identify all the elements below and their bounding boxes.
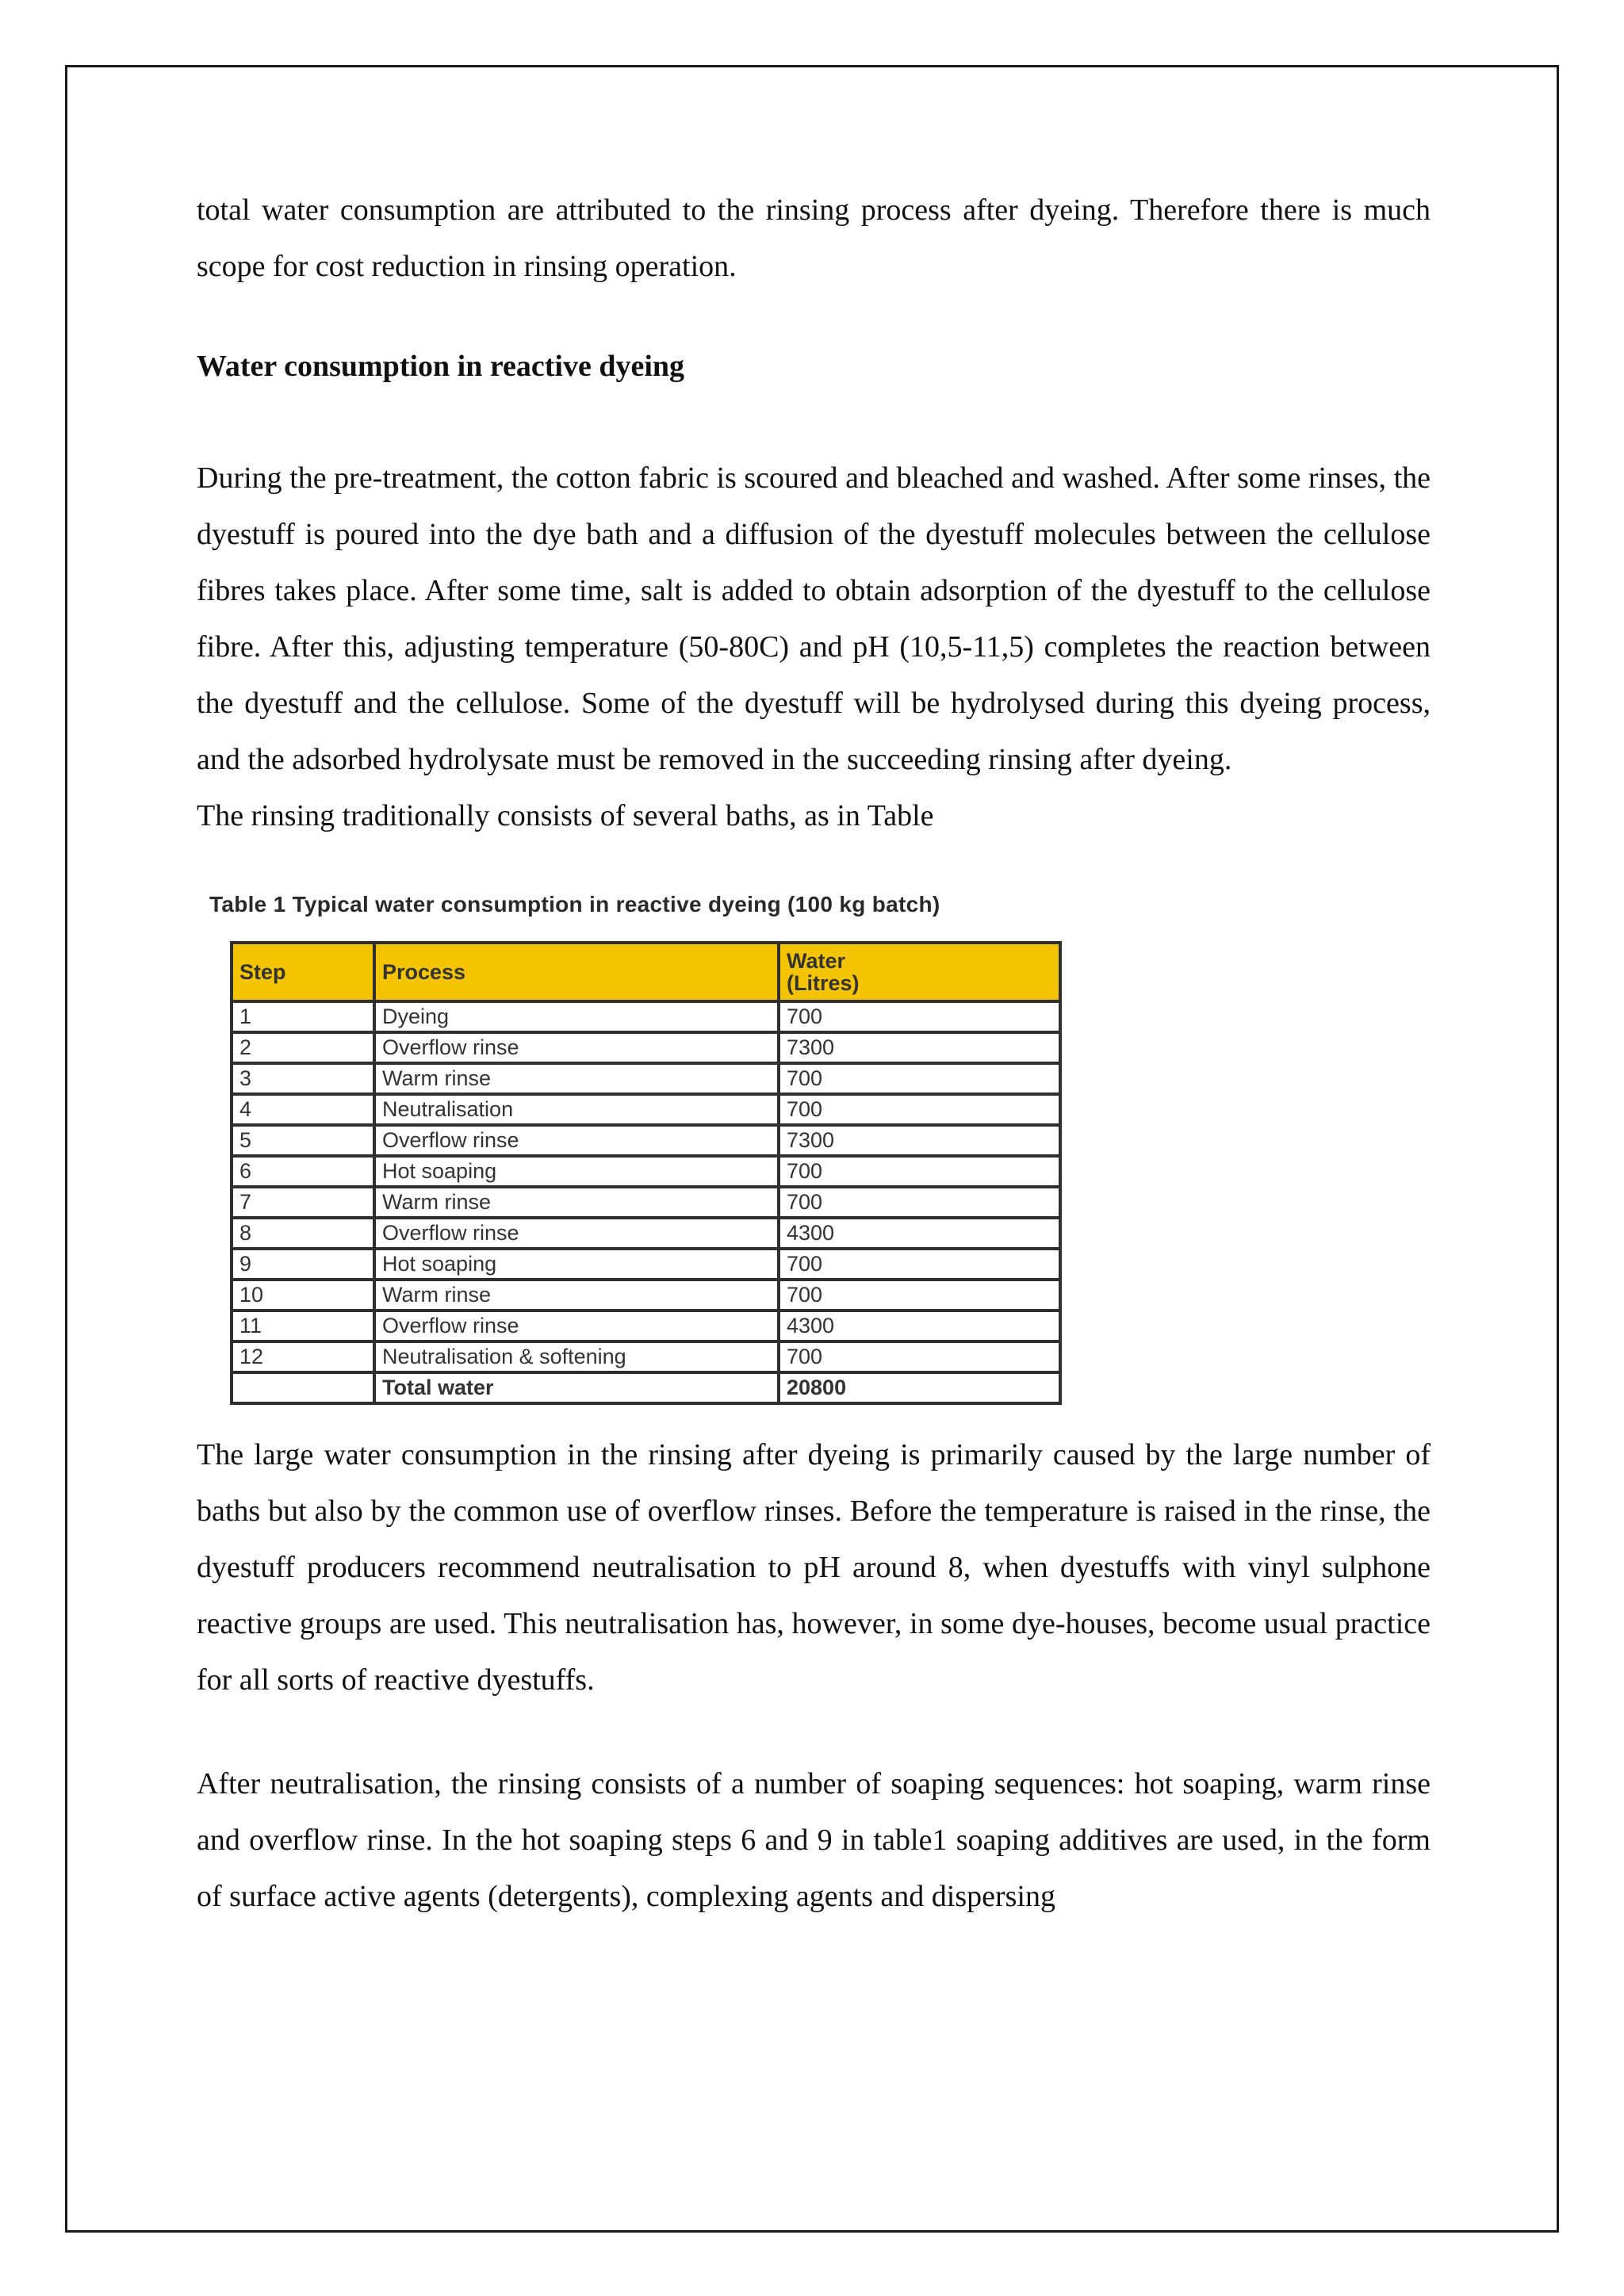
cell-process: Overflow rinse [374,1218,779,1249]
table-total-row [232,1372,1060,1403]
table-row [232,1094,1060,1125]
cell-step: 4 [232,1094,374,1125]
cell-water: 20800 [779,1372,1060,1403]
cell-water: 7300 [779,1032,1060,1063]
paragraph-after-neutralisation: After neutralisation, the rinsing consists of a number of soaping sequences: hot soaping, warm rinse and overflow rinse. In the hot soaping steps 6 and 9 in table1 soaping additives are used, in the form of surface active agents (detergents), complexing agents and dispersing [197,1767,1431,1913]
cell-water: 700 [779,1001,1060,1032]
cell-step: 5 [232,1125,374,1156]
table-header-row [232,943,1060,1001]
table-row [232,1280,1060,1311]
cell-process: Warm rinse [374,1063,779,1094]
header-water-line2: (Litres) [787,971,860,995]
cell-step: 6 [232,1156,374,1187]
document-body [197,182,1431,1925]
cell-water: 700 [779,1280,1060,1311]
cell-process: Warm rinse [374,1280,779,1311]
cell-water: 7300 [779,1125,1060,1156]
table-body [232,1001,1060,1403]
cell-step: 12 [232,1341,374,1372]
table-row [232,1156,1060,1187]
cell-step: 9 [232,1249,374,1280]
cell-step: 2 [232,1032,374,1063]
cell-step: 10 [232,1280,374,1311]
table-row [232,1001,1060,1032]
table-figure [206,892,1078,1405]
table-row [232,1032,1060,1063]
header-process: Process [374,943,779,1001]
cell-process: Total water [374,1372,779,1403]
header-step: Step [232,943,374,1001]
cell-step [232,1372,374,1403]
table-row [232,1187,1060,1218]
cell-process: Overflow rinse [374,1032,779,1063]
paragraph-large-consumption: The large water consumption in the rinsing after dyeing is primarily caused by the large number of baths but also by the common use of overflow rinses. Before the temperature is raised in the rinse, the dyestuff producers recommend neutralisation to pH around 8, when dyestuffs with vinyl sulphone reactive groups are used. This neutralisation has, however, in some dye-houses, become usual practice for all sorts of reactive dyestuffs. [197,1438,1431,1697]
table-row [232,1249,1060,1280]
table-row [232,1218,1060,1249]
water-consumption-table [230,941,1062,1405]
header-water [779,943,1060,1001]
cell-process: Overflow rinse [374,1311,779,1341]
cell-process: Dyeing [374,1001,779,1032]
cell-water: 4300 [779,1218,1060,1249]
cell-water: 4300 [779,1311,1060,1341]
table-row [232,1125,1060,1156]
cell-process: Hot soaping [374,1249,779,1280]
section-heading: Water consumption in reactive dyeing [197,350,685,383]
header-water-line1: Water [787,949,846,973]
table-caption: Table 1 Typical water consumption in reactive dyeing (100 kg batch) [209,892,940,916]
cell-step: 3 [232,1063,374,1094]
cell-water: 700 [779,1094,1060,1125]
cell-water: 700 [779,1341,1060,1372]
cell-process: Overflow rinse [374,1125,779,1156]
cell-process: Hot soaping [374,1156,779,1187]
cell-step: 1 [232,1001,374,1032]
paragraph-intro: total water consumption are attributed to the rinsing process after dyeing. Therefore there is much scope for cost reduction in rinsing operation. [197,193,1431,283]
table-row [232,1063,1060,1094]
table-row [232,1311,1060,1341]
table-row [232,1341,1060,1372]
cell-process: Warm rinse [374,1187,779,1218]
cell-water: 700 [779,1249,1060,1280]
cell-process: Neutralisation & softening [374,1341,779,1372]
cell-water: 700 [779,1156,1060,1187]
cell-step: 11 [232,1311,374,1341]
cell-step: 8 [232,1218,374,1249]
paragraph-rinsing-intro: The rinsing traditionally consists of several baths, as in Table [197,799,934,832]
paragraph-pretreatment: During the pre-treatment, the cotton fabric is scoured and bleached and washed. After some rinses, the dyestuff is poured into the dye bath and a diffusion of the dyestuff molecules between the cellulose fibres takes place. After some time, salt is added to obtain adsorption of the dyestuff to the cellulose fibre. After this, adjusting temperature (50-80C) and pH (10,5-11,5) completes the reaction between the dyestuff and the cellulose. Some of the dyestuff will be hydrolysed during this dyeing process, and the adsorbed hydrolysate must be removed in the succeeding rinsing after dyeing. [197,461,1431,776]
cell-water: 700 [779,1187,1060,1218]
cell-step: 7 [232,1187,374,1218]
cell-water: 700 [779,1063,1060,1094]
cell-process: Neutralisation [374,1094,779,1125]
